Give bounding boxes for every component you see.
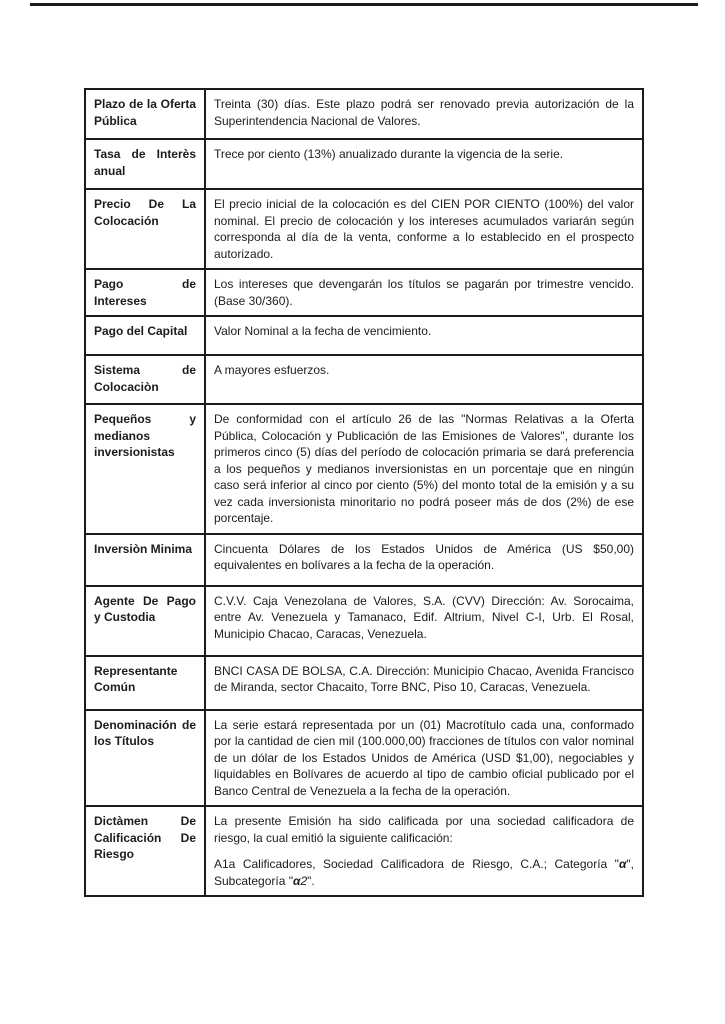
rating-text-pre: A1a Calificadores, Sociedad Calificadora de Riesgo, C.A.; Categoría " (214, 857, 619, 871)
field-label-cell (85, 806, 205, 896)
offer-terms-table (84, 88, 644, 897)
field-value: Valor Nominal a la fecha de vencimiento. (214, 324, 432, 338)
field-value: La serie estará representada por un (01) Macrotítulo cada una, conformado por la cantidad de cien mil (100.000,00) fracciones de títulos con valor nominal de un dólar de los Estados Unidos de América (USD $1,00), negociables y liquidables en Bolívares de acuerdo al tipo de cambio oficial publicado por el Banco Central de Venezuela a la fecha de la operación. (214, 717, 634, 798)
field-value-cell (205, 586, 643, 656)
rating-detail-paragraph (214, 856, 634, 889)
field-value-cell (205, 534, 643, 586)
field-label: Pequeños y medianos inversionistas (94, 412, 196, 459)
rating-text-post: ". (307, 873, 315, 888)
field-label-cell (85, 656, 205, 710)
table-row (85, 89, 643, 139)
field-label: Denominación de los Títulos (94, 717, 196, 748)
table-row (85, 586, 643, 656)
rating-category-alpha: α (618, 857, 627, 871)
field-value: Treinta (30) días. Este plazo podrá ser renovado previa autorización de la Superintendencia Nacional de Valores. (214, 97, 634, 128)
field-value-cell (205, 89, 643, 139)
field-label-cell (85, 534, 205, 586)
field-value: Cincuenta Dólares de los Estados Unidos de América (US $50,00) equivalentes en bolívares a la fecha de la operación. (214, 541, 634, 572)
field-label: Tasa de Interès anual (94, 147, 196, 178)
table-row (85, 139, 643, 189)
field-label: Agente De Pago y Custodia (94, 593, 196, 624)
table-row (85, 404, 643, 534)
field-value-cell (205, 139, 643, 189)
field-value: El precio inicial de la colocación es del CIEN POR CIENTO (100%) del valor nominal. El precio de colocación y los intereses acumulados variarán según corresponda al día de la venta, conforme a lo establecido en el prospecto autorizado. (214, 197, 634, 261)
field-value-cell (205, 404, 643, 534)
table-row (85, 189, 643, 269)
field-label: Pago de Intereses (94, 277, 196, 308)
field-value-cell (205, 189, 643, 269)
field-label-cell (85, 316, 205, 355)
field-label: Inversiòn Minima (94, 541, 193, 556)
page-top-rule (30, 3, 698, 6)
field-label-cell (85, 89, 205, 139)
field-value: C.V.V. Caja Venezolana de Valores, S.A. (CVV) Dirección: Av. Sorocaima, entre Av. Venezuela y Tamanaco, Edif. Altrium, Nivel C-I, Urb. El Rosal, Municipio Chacao, Caracas, Venezuela. (214, 593, 634, 641)
field-label: Precio De La Colocación (94, 197, 196, 228)
rating-subcategory-alpha: α (292, 873, 301, 888)
table-row (85, 269, 643, 316)
field-value-cell (205, 710, 643, 807)
rating-text-mid: ", Subcategoría " (214, 857, 634, 888)
table-row (85, 355, 643, 404)
field-label: Pago del Capital (94, 324, 188, 338)
field-label-cell (85, 586, 205, 656)
field-value: De conformidad con el artículo 26 de las "Normas Relativas a la Oferta Pública, Colocación y Publicación de las Emisiones de Valores", durante los primeros cinco (5) días del período de colocación primaria se dará preferencia a los pequeños y medianos inversionistas en un porcentaje que en ningún caso será inferior al cinco por ciento (5%) del monto total de la emisión y a su vez cada inversionista minoritario no podrá poseer más de dos (2%) de ese porcentaje. (214, 412, 634, 525)
rating-intro-paragraph: La presente Emisión ha sido calificada por una sociedad calificadora de riesgo, la cual emitió la siguiente calificación: (214, 814, 634, 845)
field-value: Los intereses que devengarán los títulos se pagarán por trimestre vencido. (Base 30/360). (214, 277, 634, 308)
table-row (85, 656, 643, 710)
field-value-cell (205, 355, 643, 404)
field-value-cell (205, 316, 643, 355)
field-label-cell (85, 710, 205, 807)
field-value-cell (205, 656, 643, 710)
field-label-cell (85, 404, 205, 534)
field-label-cell (85, 139, 205, 189)
rating-subcategory-number: 2 (300, 873, 308, 888)
field-value-cell (205, 806, 643, 896)
field-value-cell (205, 269, 643, 316)
field-value: Trece por ciento (13%) anualizado durante la vigencia de la serie. (214, 147, 564, 161)
field-label: Dictàmen De Calificación De Riesgo (94, 814, 196, 861)
field-label: Representante Común (94, 663, 178, 694)
field-label-cell (85, 355, 205, 404)
table-row (85, 806, 643, 896)
table-row (85, 534, 643, 586)
field-label-cell (85, 269, 205, 316)
field-label: Plazo de la Oferta Pública (94, 97, 196, 128)
field-label: Sistema de Colocaciòn (94, 363, 196, 394)
field-value: A mayores esfuerzos. (214, 363, 330, 377)
table-row (85, 316, 643, 355)
table-row (85, 710, 643, 807)
field-value: BNCI CASA DE BOLSA, C.A. Dirección: Municipio Chacao, Avenida Francisco de Miranda, sector Chacaito, Torre BNC, Piso 10, Caracas, Venezuela. (214, 663, 634, 694)
field-label-cell (85, 189, 205, 269)
